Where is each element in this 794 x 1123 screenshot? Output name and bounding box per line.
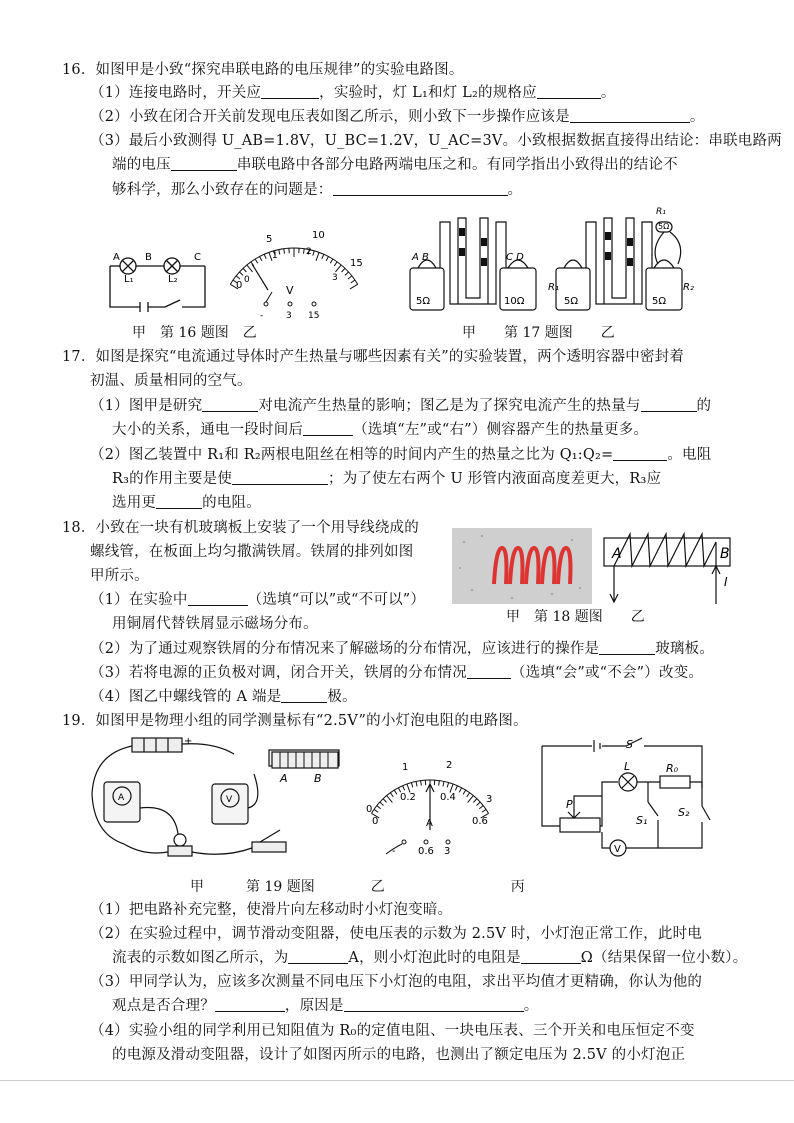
dial-tick-mark (403, 786, 405, 791)
q18-part3: （3）若将电源的正负极对调，闭合开关，铁屑的分布情况 （选填“会”或“不会”）改变。 (90, 665, 704, 681)
q18-title: 18．小致在一块有机玻璃板上安装了一个用导线绕成的 (62, 520, 419, 536)
q18-part4: （4）图乙中螺线管的 A 端是 极。 (90, 689, 357, 705)
answer-blank[interactable] (467, 664, 511, 679)
r-5ohm-label: 5Ω (416, 296, 431, 307)
answer-blank[interactable] (202, 397, 258, 412)
dial-tick-mark (335, 265, 341, 272)
figure-19-rheostat (268, 748, 348, 788)
figure-16 (100, 222, 363, 322)
dial-tick-mark (394, 790, 397, 794)
q16-part3-line2: 端的电压 串联电路中各部分电路两端电压之和。有同学指出小致得出的结论不 (112, 157, 678, 173)
q18-part2: （2）为了通过观察铁屑的分布情况来了解磁场的分布情况，应该进行的操作是 玻璃板。 (90, 641, 715, 657)
q17-part2-line2: R₃的作用主要是使 ；为了使左右两个 U 形管内液面高度差更大，R₃应 (112, 471, 662, 487)
q19-part4-line1: （4）实验小组的同学利用已知阻值为 R₀的定值电阻、一块电压表、三个开关和电压恒定不变 (90, 1023, 695, 1039)
answer-blank[interactable] (288, 949, 348, 964)
point-c-label: C (194, 252, 201, 263)
dial-tick-mark (416, 781, 417, 786)
dial-tick-mark (411, 783, 412, 788)
amm-tick-0: 0 (366, 804, 373, 815)
fig18-caption: 甲 第 18 题图 乙 (506, 609, 645, 625)
voltmeter-v-label: V (226, 795, 233, 805)
dial-tick-10: 10 (312, 230, 325, 241)
dial-tick-mark (383, 799, 386, 803)
end-a-label: A (612, 546, 622, 562)
amm-tick-3: 3 (486, 794, 493, 805)
amm-tick-b0: 0 (372, 816, 379, 827)
q16-part1: （1）连接电路时，开关应 ，实验时，灯 L₁和灯 L₂的规格应 。 (90, 85, 616, 101)
fig17-caption: 甲 第 17 题图 乙 (462, 325, 615, 341)
amm-unit: A (426, 818, 433, 829)
answer-blank[interactable] (303, 421, 353, 436)
q18-title-2: 螺线管，在板面上均匀撒满铁屑。铁屑的排列如图 (90, 544, 414, 560)
page-bottom-rule (0, 1080, 794, 1081)
q19-part4-line2: 的电源及滑动变阻器，设计了如图丙所示的电路，也测出了额定电压为 2.5V 的小灯泡正 (112, 1047, 686, 1063)
q16-part3-line3: 够科学，那么小致存在的问题是： 。 (112, 182, 523, 198)
figure-19-schematic (530, 736, 730, 866)
q17-part2-line3: 选用更 的电阻。 (112, 495, 261, 511)
dial-tick-mark (443, 781, 444, 786)
dial-tick-mark (322, 254, 324, 259)
amm-tick-2: 2 (446, 760, 453, 771)
cd-label: C D (506, 252, 524, 263)
dial-tick-b3: 3 (332, 273, 338, 283)
r2-value-label: 5Ω (652, 296, 667, 307)
q18-title-3: 甲所示。 (90, 568, 149, 584)
dial-tick-mark (459, 788, 461, 792)
amm-tick-b2: 0.4 (440, 792, 456, 803)
fig19-caption: 甲 第 19 题图 乙 丙 (190, 879, 525, 895)
switch-s1-label: S₁ (636, 814, 648, 827)
dial-tick-mark (439, 781, 440, 786)
dial-tick-mark (236, 276, 240, 279)
q18-part1-line1: （1）在实验中 （选填“可以”或“不可以”） (90, 592, 426, 608)
q19-part3-line2: 观点是否合理？ ，原因是 。 (112, 998, 539, 1014)
amm-tick-1: 1 (402, 762, 409, 773)
dial-tick-mark (243, 268, 246, 272)
r1-label: R₁ (548, 282, 559, 293)
q19-part2-line1: （2）在实验过程中，调节滑动变阻器，使电压表的示数为 2.5V 时，小灯泡正常工作，此时电 (90, 926, 702, 942)
dial-tick-mark (255, 259, 258, 263)
dial-tick-b1: 1 (272, 251, 278, 261)
answer-blank[interactable] (570, 108, 690, 123)
figure-18-solenoid (600, 530, 740, 610)
dial-tick-mark (467, 793, 470, 797)
q19-part2-line2: 流表的示数如图乙所示，为 A，则小灯泡此时的电阻是 Ω（结果保留一位小数）。 (112, 950, 748, 966)
q17-title: 17．如图是探究“电流通过导体时产生热量与哪些因素有关”的实验装置，两个透明容器中密封着 (62, 349, 685, 365)
answer-blank[interactable] (232, 470, 328, 485)
dial-tick-15: 15 (350, 258, 363, 269)
q19-part1: （1）把电路补充完整，使滑片向左移动时小灯泡变暗。 (90, 902, 453, 918)
ammeter-a-label: A (118, 793, 125, 803)
end-b-label: B (720, 546, 730, 562)
r-10ohm-label: 10Ω (504, 296, 525, 307)
dial-tick-mark (473, 799, 476, 803)
q17-part1-line1: （1）图甲是研究 对电流产生热量的影响；图乙是为了探究电流产生的热量与 的 (90, 398, 712, 414)
dial-tick-mark (447, 783, 448, 788)
dial-tick-mark (345, 272, 349, 275)
dial-tick-mark (377, 806, 381, 809)
answer-blank[interactable] (156, 494, 202, 509)
answer-blank[interactable] (537, 84, 601, 99)
dial-tick-mark (284, 249, 285, 254)
dial-tick-mark (476, 802, 480, 805)
answer-blank[interactable] (521, 949, 581, 964)
dial-tick-mark (351, 280, 355, 283)
r1-value-label: 5Ω (564, 296, 579, 307)
current-label: I (724, 575, 728, 589)
figure-17 (400, 208, 700, 320)
dial-tick-mark (279, 250, 280, 255)
fig16-caption: 甲 第 16 题图 乙 (132, 325, 257, 341)
dial-tick-mark (247, 265, 253, 272)
terminal-15: 15 (308, 311, 320, 321)
q17-title-2: 初温、质量相同的空气。 (90, 373, 252, 389)
dial-tick-mark (342, 268, 345, 272)
dial-needle (252, 264, 268, 290)
answer-blank[interactable] (215, 997, 285, 1012)
dial-tick-mark (326, 256, 328, 260)
answer-blank[interactable] (171, 156, 237, 171)
dial-tick-mark (380, 802, 384, 805)
dial-tick-mark (330, 259, 333, 263)
r1-top-label: R₁ (656, 207, 666, 217)
dial-tick-mark (260, 256, 262, 260)
voltmeter-label: V (614, 844, 621, 855)
dial-tick-mark (304, 249, 305, 254)
dial-tick-mark (350, 284, 358, 289)
dial-tick-b0: 0 (244, 275, 250, 285)
q16-title: 16．如图甲是小致“探究串联电路的电压规律”的实验电路图。 (62, 62, 464, 78)
answer-blank[interactable] (344, 997, 524, 1012)
amm-term-06: 0.6 (418, 846, 434, 857)
dial-tick-mark (313, 251, 314, 256)
figure-19-ammeter (356, 756, 506, 856)
q19-title: 19．如图甲是物理小组的同学测量标有“2.5V”的小灯泡电阻的电路图。 (62, 713, 528, 729)
dial-tick-mark (334, 262, 337, 266)
dial-tick-mark (479, 806, 483, 809)
q17-part2-line1: （2）图乙装置中 R₁和 R₂两根电阻丝在相等的时间内产生的热量之比为 Q₁:Q₂= 。电阻 (90, 447, 712, 463)
amm-tick-b1: 0.2 (400, 792, 416, 803)
switch-s-label: S (626, 738, 633, 751)
dial-tick-mark (387, 796, 393, 803)
amm-tick-b3: 0.6 (472, 816, 488, 827)
figure-19-circuit (84, 734, 294, 864)
dial-tick-0: 0 (236, 280, 243, 291)
dial-tick-mark (374, 809, 378, 812)
battery-plus-label: + (184, 736, 193, 747)
lamp-l1-label: L₁ (124, 274, 134, 285)
answer-blank[interactable] (613, 446, 667, 461)
dial-tick-mark (264, 254, 266, 259)
answer-blank[interactable] (281, 688, 327, 703)
terminal-3: 3 (286, 311, 292, 321)
dial-tick-mark (468, 796, 474, 803)
rheostat-a-label: A (280, 772, 288, 785)
dial-tick-mark (421, 781, 422, 786)
q18-part1-line2: 用铜屑代替铁屑显示磁场分布。 (112, 616, 318, 632)
q16-part3-line1: （3）最后小致测得 U_AB=1.8V，U_BC=1.2V，U_AC=3V。小致根据数据直接得出结论：串联电路两 (90, 133, 782, 149)
answer-blank[interactable] (188, 591, 248, 606)
r0-label: R₀ (666, 762, 679, 775)
r3-value-label: 5Ω (658, 222, 670, 231)
dial-tick-b2: 2 (306, 247, 312, 257)
amm-term-3: 3 (444, 846, 451, 857)
switch-s2-label: S₂ (678, 806, 690, 819)
dial-tick-5: 5 (266, 234, 273, 245)
dial-tick-mark (239, 272, 243, 275)
terminal-neg: - (260, 311, 264, 321)
point-a-label: A (113, 252, 120, 263)
answer-blank[interactable] (599, 640, 655, 655)
lamp-l2-label: L₂ (168, 274, 178, 285)
lamp-l-label: L (624, 760, 631, 773)
answer-blank[interactable] (261, 84, 319, 99)
amm-term-neg: - (392, 846, 396, 857)
q19-part3-line1: （3）甲同学认为，应该多次测量不同电压下小灯泡的电阻，求出平均值才更精确，你认为他的 (90, 974, 703, 990)
figure-18-photo (452, 528, 592, 604)
dial-tick-mark (463, 790, 466, 794)
dial-tick-mark (390, 793, 393, 797)
dial-tick-mark (348, 276, 352, 279)
point-b-label: B (145, 252, 152, 263)
dial-unit: V (286, 284, 294, 297)
dial-tick-mark (455, 786, 457, 791)
q16-part2: （2）小致在闭合开关前发现电压表如图乙所示，则小致下一步操作应该是 。 (90, 109, 705, 125)
answer-blank[interactable] (641, 397, 697, 412)
r2-label: R₂ (683, 282, 694, 293)
dial-tick-mark (316, 252, 319, 260)
slider-p-label: P (566, 798, 573, 811)
rheostat-b-label: B (314, 772, 322, 785)
dial-tick-mark (482, 809, 486, 812)
answer-blank[interactable] (333, 181, 508, 196)
ab-label: A B (412, 252, 429, 263)
q17-part1-line2: 大小的关系，通电一段时间后 （选填“左”或“右”）侧容器产生的热量更多。 (112, 422, 649, 438)
